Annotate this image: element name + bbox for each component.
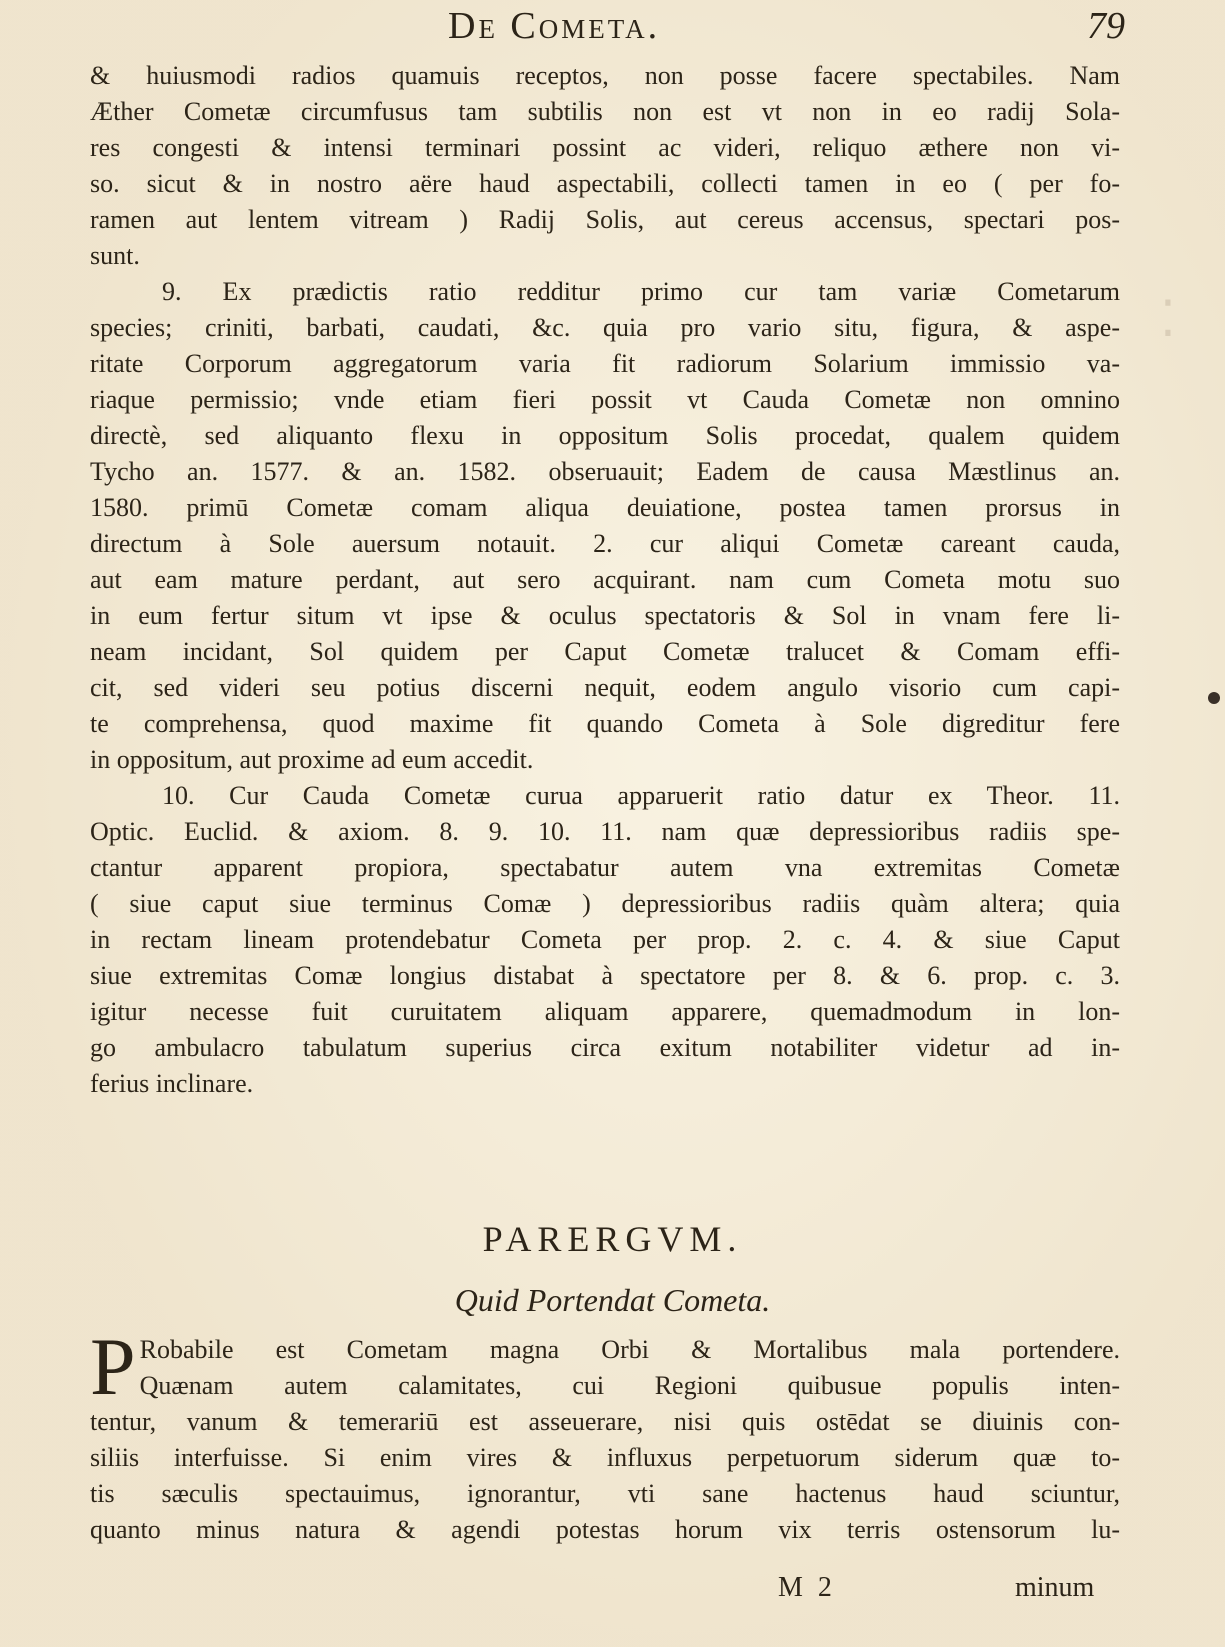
running-head: De Cometa. <box>448 5 661 47</box>
section-title: PARERGVM. <box>482 1219 743 1259</box>
text-line: Optic. Euclid. & axiom. 8. 9. 10. 11. nam quæ depressioribus radiis spe- <box>90 817 1120 846</box>
text-line: sunt. <box>90 241 140 270</box>
paragraph-9-start: 9. Ex prædictis ratio redditur primo cur tam variæ Cometarum <box>162 277 1120 306</box>
text-line: 1580. primū Cometæ comam aliqua deuiatione, postea tamen prorsus in <box>90 493 1120 522</box>
text-line: quanto minus natura & agendi potestas horum vix terris ostensorum lu- <box>90 1515 1120 1544</box>
page-number: 79 <box>1087 5 1125 47</box>
text-line: in rectam lineam protendebatur Cometa per prop. 2. c. 4. & siue Caput <box>90 925 1120 954</box>
text-line: aut eam mature perdant, aut sero acquirant. nam cum Cometa motu suo <box>90 565 1120 594</box>
text-line: species; criniti, barbati, caudati, &c. quia pro vario situ, figura, & aspe- <box>90 313 1120 342</box>
page-footer <box>0 1572 1225 1612</box>
page-header <box>90 4 1125 54</box>
text-line: ferius inclinare. <box>90 1069 254 1098</box>
paragraph-10-start: 10. Cur Cauda Cometæ curua apparuerit ratio datur ex Theor. 11. <box>162 781 1120 810</box>
text-line: siue extremitas Comæ longius distabat à spectatore per 8. & 6. prop. c. 3. <box>90 961 1120 990</box>
margin-bleed-through: ⁚ <box>1160 291 1176 347</box>
main-text-block <box>90 58 1120 1102</box>
text-line: Æther Cometæ circumfusus tam subtilis non est vt non in eo radij Sola- <box>90 97 1120 126</box>
ink-spot <box>1208 692 1220 704</box>
text-line: & huiusmodi radios quamuis receptos, non posse facere spectabiles. Nam <box>90 61 1120 90</box>
text-line: tis sæculis spectauimus, ignorantur, vti sane hactenus haud sciuntur, <box>90 1479 1120 1508</box>
section-subtitle: Quid Portendat Cometa. <box>454 1282 771 1318</box>
text-line: cit, sed videri seu potius discerni nequit, eodem angulo visorio cum capi- <box>90 673 1120 702</box>
text-line: ctantur apparent propiora, spectabatur autem vna extremitas Cometæ <box>90 853 1120 882</box>
parergum-text-block <box>90 1321 1120 1548</box>
text-line: Tycho an. 1577. & an. 1582. obseruauit; Eadem de causa Mæstlinus an. <box>90 457 1120 486</box>
drop-cap: P <box>90 1321 136 1412</box>
text-line: go ambulacro tabulatum superius circa exitum notabiliter videtur ad in- <box>90 1033 1120 1062</box>
text-line: directum à Sole auersum notauit. 2. cur aliqui Cometæ careant cauda, <box>90 529 1120 558</box>
text-line: in eum fertur situm vt ipse & oculus spectatoris & Sol in vnam fere li- <box>90 601 1120 630</box>
text-line: te comprehensa, quod maxime fit quando Cometa à Sole digreditur fere <box>90 709 1120 738</box>
text-line: Quænam autem calamitates, cui Regioni quibusue populis inten- <box>139 1371 1120 1400</box>
text-line: neam incidant, Sol quidem per Caput Cometæ tralucet & Comam effi- <box>90 637 1120 666</box>
text-line: directè, sed aliquanto flexu in oppositum Solis procedat, qualem quidem <box>90 421 1120 450</box>
signature-mark: M 2 <box>778 1572 836 1603</box>
text-line: siliis interfuisse. Si enim vires & influxus perpetuorum siderum quæ to- <box>90 1443 1120 1472</box>
text-line: tentur, vanum & temerariū est asseuerare, nisi quis ostēdat se diuinis con- <box>90 1407 1120 1436</box>
catchword: minum <box>1015 1572 1095 1603</box>
text-line: riaque permissio; vnde etiam fieri possit vt Cauda Cometæ non omnino <box>90 385 1120 414</box>
text-line: ( siue caput siue terminus Comæ ) depressioribus radiis quàm altera; quia <box>90 889 1120 918</box>
text-line: Robabile est Cometam magna Orbi & Mortalibus mala portendere. <box>139 1335 1120 1364</box>
text-line: ritate Corporum aggregatorum varia fit radiorum Solarium immissio va- <box>90 349 1120 378</box>
text-line: ramen aut lentem vitream ) Radij Solis, aut cereus accensus, spectari pos- <box>90 205 1120 234</box>
text-line: so. sicut & in nostro aëre haud aspectabili, collecti tamen in eo ( per fo- <box>90 169 1120 198</box>
text-line: igitur necesse fuit curuitatem aliquam apparere, quemadmodum in lon- <box>90 997 1120 1026</box>
text-line: res congesti & intensi terminari possint ac videri, reliquo æthere non vi- <box>90 133 1120 162</box>
text-line: in oppositum, aut proxime ad eum accedit. <box>90 745 534 774</box>
